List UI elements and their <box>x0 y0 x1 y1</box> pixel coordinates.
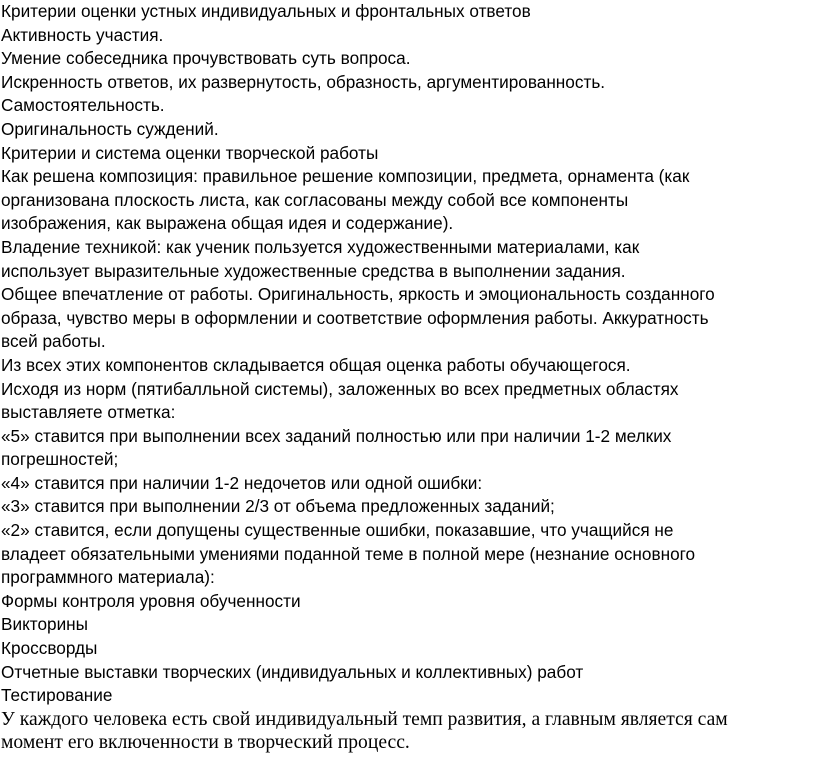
list-item: Тестирование <box>1 685 113 706</box>
text-line: использует выразительные художественные средства в выполнении задания. <box>1 260 626 281</box>
heading-control-forms: Формы контроля уровня обученности <box>1 590 301 611</box>
text-line: программного материала): <box>1 567 215 588</box>
text-line: изображения, как выражена общая идея и содержание). <box>1 213 454 234</box>
list-item: Отчетные выставки творческих (индивидуальных и коллективных) работ <box>1 661 584 682</box>
text-line: Активность участия. <box>1 24 164 45</box>
text-line: владеет обязательными умениями поданной теме в полной мере (незнание основного <box>1 543 696 564</box>
grade-2-line: «2» ставится, если допущены существенные ошибки, показавшие, что учащийся не <box>1 520 674 541</box>
text-line: Из всех этих компонентов складывается общая оценка работы обучающегося. <box>1 354 631 375</box>
grade-4-line: «4» ставится при наличии 1-2 недочетов или одной ошибки: <box>1 472 483 493</box>
text-line: Владение техникой: как ученик пользуется художественными материалами, как <box>1 236 640 257</box>
heading-creative-criteria: Критерии и система оценки творческой работы <box>1 142 379 163</box>
text-line: Исходя из норм (пятибалльной системы), заложенных во всех предметных областях <box>1 378 679 399</box>
heading-oral-criteria: Критерии оценки устных индивидуальных и фронтальных ответов <box>1 1 531 21</box>
grade-5-line: «5» ставится при выполнении всех заданий полностью или при наличии 1-2 мелких <box>1 425 672 446</box>
grade-3-line: «3» ставится при выполнении 2/3 от объема предложенных заданий; <box>1 496 555 517</box>
text-line: погрешностей; <box>1 449 119 470</box>
text-line: Как решена композиция: правильное решение композиции, предмета, орнамента (как <box>1 166 690 187</box>
list-item: Викторины <box>1 614 89 635</box>
closing-line: момент его включенности в творческий процесс. <box>1 732 410 754</box>
text-line: Самостоятельность. <box>1 95 165 116</box>
text-line: образа, чувство меры в оформлении и соответствие оформления работы. Аккуратность <box>1 307 709 328</box>
list-item: Кроссворды <box>1 638 98 659</box>
closing-line: У каждого человека есть свой индивидуальный темп развития, а главным является сам <box>1 708 728 730</box>
text-line: Искренность ответов, их развернутость, образность, аргументированность. <box>1 71 606 92</box>
text-line: Умение собеседника прочувствовать суть вопроса. <box>1 48 411 69</box>
text-line: организована плоскость листа, как согласованы между собой все компоненты <box>1 189 629 210</box>
text-line: Общее впечатление от работы. Оригинальность, яркость и эмоциональность созданного <box>1 284 715 305</box>
document-body <box>1 0 813 755</box>
text-line: Оригинальность суждений. <box>1 118 219 139</box>
text-line: выставляете отметка: <box>1 402 176 423</box>
text-line: всей работы. <box>1 331 106 352</box>
